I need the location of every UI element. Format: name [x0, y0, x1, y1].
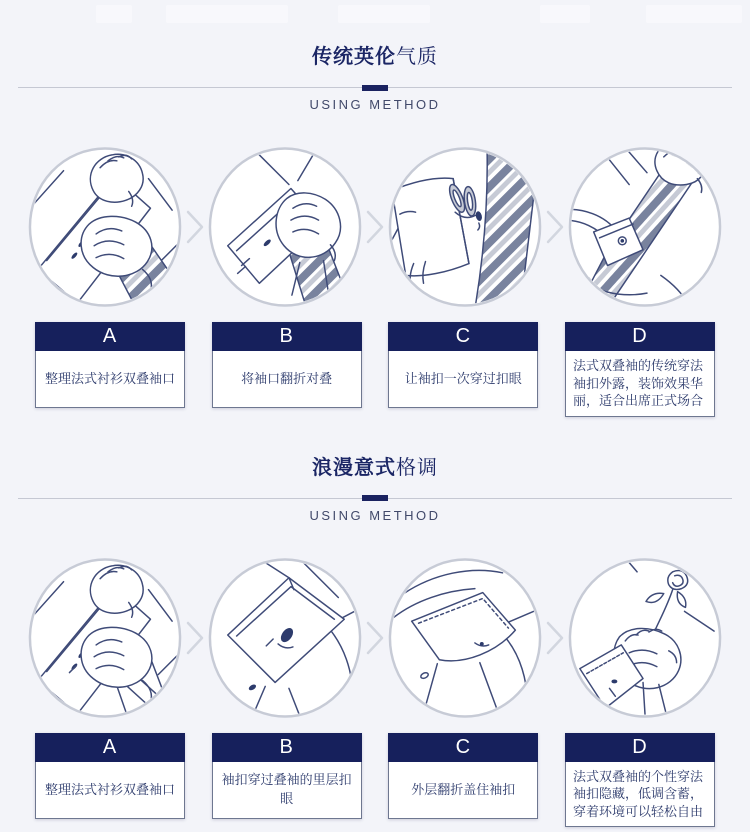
step-letter: C [388, 322, 538, 351]
hands-adjusting-cuff-icon [26, 555, 184, 721]
divider-accent-dash [362, 85, 388, 91]
illustration-row [0, 555, 750, 721]
step-description: 整理法式衬衫双叠袖口 [35, 351, 185, 408]
step-card-c [388, 733, 538, 819]
step-description: 将袖口翻折对叠 [212, 351, 362, 408]
step-letter: D [565, 322, 715, 351]
arrow-right-icon [365, 620, 385, 656]
using-method-label: USING METHOD [309, 97, 441, 112]
section-title-bold: 浪漫意式 [312, 456, 396, 479]
hands-adjusting-cuff-icon [26, 144, 184, 310]
step-letter: B [212, 322, 362, 351]
divider-line [18, 87, 732, 88]
arrow-right-icon [545, 620, 565, 656]
using-method-label: USING METHOD [309, 507, 441, 523]
arrow-right-icon [545, 209, 565, 245]
step-letter: C [388, 733, 538, 762]
step-illustration-c [386, 144, 544, 310]
step-illustration-a [26, 555, 184, 721]
cufflink-through-buttonhole-icon [386, 144, 544, 310]
arrow-right-icon [185, 209, 205, 245]
section-title-regular: 气质 [396, 46, 438, 68]
page-top-remnant [0, 5, 750, 25]
gloved-hand-holding-rose-icon [566, 555, 724, 721]
step-illustration-d [566, 555, 724, 721]
step-card-b [212, 733, 362, 819]
step-cards-row [0, 322, 750, 417]
step-letter: D [565, 733, 715, 762]
section-italian-style [0, 417, 750, 828]
step-description: 外层翻折盖住袖扣 [388, 762, 538, 819]
step-cards-row [0, 733, 750, 828]
step-illustration-d [566, 144, 724, 310]
step-description: 让袖扣一次穿过扣眼 [388, 351, 538, 408]
step-card-a [35, 322, 185, 408]
step-card-a [35, 733, 185, 819]
step-letter: A [35, 733, 185, 762]
step-card-b [212, 322, 362, 408]
step-description: 袖扣穿过叠袖的里层扣眼 [212, 762, 362, 819]
step-illustration-b [206, 144, 364, 310]
illustration-row [0, 144, 750, 310]
step-letter: B [212, 733, 362, 762]
section-title [0, 455, 750, 481]
step-illustration-b [206, 555, 364, 721]
step-card-d [565, 733, 715, 828]
section-title [0, 44, 750, 70]
divider-line [18, 498, 732, 499]
outer-layer-folded-over-icon [386, 555, 544, 721]
hand-folding-cuff-icon [206, 144, 364, 310]
step-letter: A [35, 322, 185, 351]
finished-cuff-with-tie-icon [566, 144, 724, 310]
arrow-right-icon [185, 620, 205, 656]
cufflink-inner-buttonhole-icon [206, 555, 364, 721]
divider-accent-dash [362, 495, 388, 501]
section-title-bold: 传统英伦 [312, 46, 396, 68]
section-title-regular: 格调 [396, 456, 438, 479]
step-illustration-c [386, 555, 544, 721]
step-description: 法式双叠袖的传统穿法袖扣外露，装饰效果华丽，适合出席正式场合 [565, 351, 715, 417]
step-description: 整理法式衬衫双叠袖口 [35, 762, 185, 819]
step-card-d [565, 322, 715, 417]
step-illustration-a [26, 144, 184, 310]
arrow-right-icon [365, 209, 385, 245]
step-card-c [388, 322, 538, 408]
step-description: 法式双叠袖的个性穿法袖扣隐藏，低调含蓄，穿着环境可以轻松自由 [565, 762, 715, 828]
